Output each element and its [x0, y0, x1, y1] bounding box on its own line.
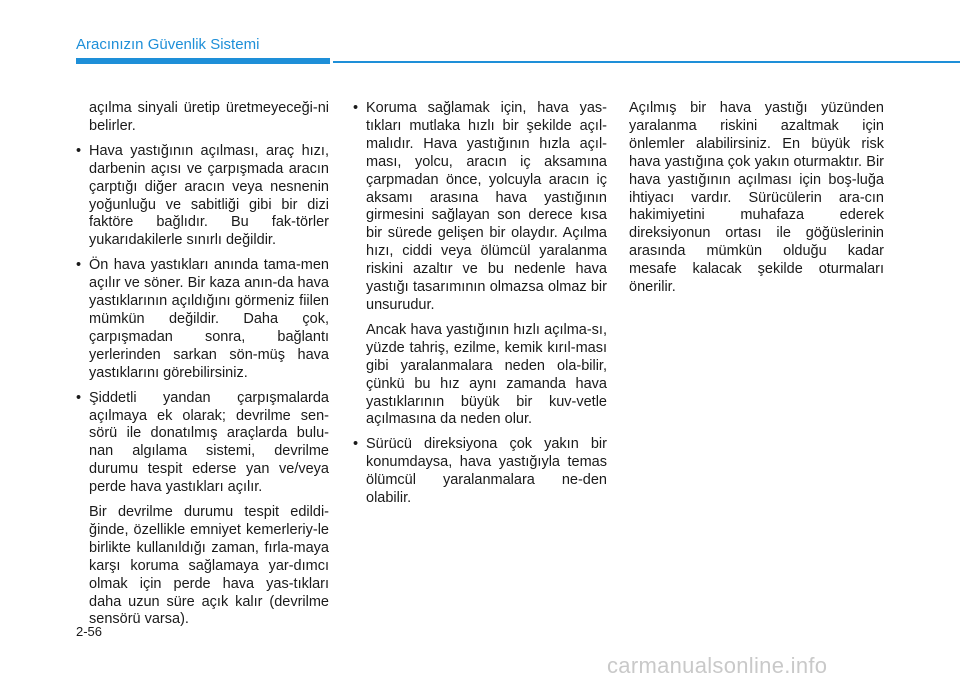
text-column-2	[353, 100, 607, 515]
paragraph: açılma sinyali üretip üretmeyeceği-ni belirler.	[89, 100, 329, 134]
paragraph: Açılmış bir hava yastığı yüzünden yaralanma riskini azaltmak için önlemler alabilirsiniz. En büyük risk hava yastığına çok yakın oturmaktır. Bir hava yastığının açılması için boş-luğa ihtiyacı vardır. Sürücülerin ara-cın hakimiyetini muhafaza ederek direksiyonun ortası ile göğüslerinin arasında mümkün olduğu kadar mesafe kalacak şekilde oturmaları önerilir.	[629, 100, 884, 296]
bullet-paragraph: • Hava yastığının açılması, araç hızı, darbenin açısı ve çarpışmada aracın çarptığı diğer aracın veya nesnenin yoğunluğu ve sabitliği gibi bir dizi faktöre bağlıdır. Bu fak-törler yukarıdakilerle sınırlı değildir.	[76, 143, 329, 250]
bullet-paragraph: • Ön hava yastıkları anında tama-men açılır ve söner. Bir kaza anın-da hava yastıklarının açıldığını görmeniz fiilen mümkün değildir. Daha çok, çarpışmadan sonra, bağlantı yerlerinden sarkan sön-müş hava yastıklarını görebilirsiniz.	[76, 257, 329, 382]
bullet-paragraph: • Şiddetli yandan çarpışmalarda açılmaya ek olarak; devrilme sen-sörü ile donatılmış araçlarda bulu-nan algılama sistemi, devrilme durumu tespit ederse yan ve/veya perde hava yastıkları açılır.	[76, 390, 329, 497]
section-title: Aracınızın Güvenlik Sistemi	[76, 36, 260, 53]
header-rule-thick	[76, 58, 330, 64]
watermark: carmanualsonline.info	[607, 653, 828, 678]
text-column-3	[629, 100, 884, 304]
bullet-paragraph: • Koruma sağlamak için, hava yas-tıkları mutlaka hızlı bir şekilde açıl-malıdır. Hava yastığının hızla açıl-ması, yolcu, aracın iç aksamına çarpmadan önce, yolcuyla aracın iç aksamı arasına hava yastığının girmesini sağlayan son derece kısa bir sürede gelişen bir olaydır. Açılma hızı, ciddi veya ölümcül yaralanma riskini azaltır ve bu nedenle hava yastığı tasarımının olmazsa olmaz bir unsurudur.	[353, 100, 607, 315]
paragraph: Ancak hava yastığının hızlı açılma-sı, yüzde tahriş, ezilme, kemik kırıl-ması gibi yaralanmalara neden ola-bilir, çünkü bu hız aynı zamanda hava yastıklarının büyük bir kuv-vetle açılmasına da neden olur.	[366, 321, 607, 428]
paragraph: Bir devrilme durumu tespit edildi-ğinde, özellikle emniyet kemerleriy-le birlikte kullanıldığı zaman, fırla-maya karşı koruma sağlamaya yar-dımcı olmak için perde hava yas-tıkları daha uzun süre açık kalır (devrilme sensörü varsa).	[89, 504, 329, 628]
header-rule-thin	[333, 61, 960, 63]
text-column-1	[76, 100, 329, 636]
page-number: 2-56	[76, 624, 103, 639]
bullet-paragraph: • Sürücü direksiyona çok yakın bir konumdaysa, hava yastığıyla temas ölümcül yaralanmalara ne-den olabilir.	[353, 436, 607, 508]
